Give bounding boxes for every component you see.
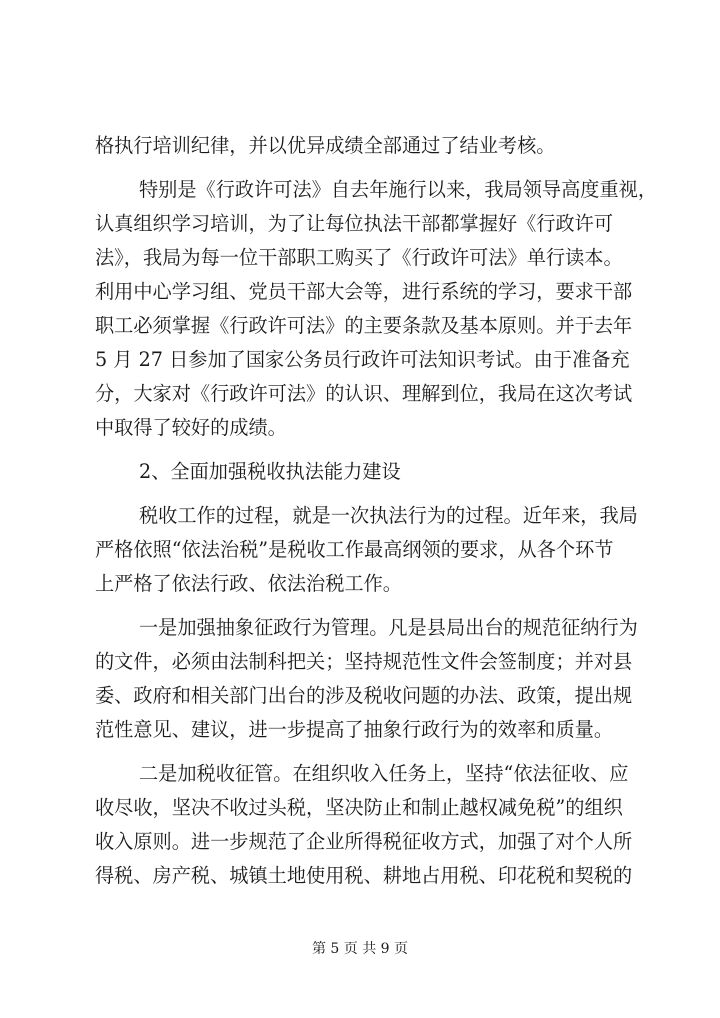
text-line-18: 二是加税收征管。在组织收入任务上，坚持“依法征收、应	[139, 762, 629, 785]
text-line-5: 利用中心学习组、党员干部大会等，进行系统的学习，要求干部	[95, 280, 633, 303]
text-line-9: 中取得了较好的成绩。	[95, 416, 287, 439]
text-line-2: 特别是《行政许可法》自去年施行以来，我局领导高度重视，	[139, 178, 658, 201]
page-number-footer: 第 5 页 共 9 页	[311, 941, 409, 957]
text-line-12: 严格依照“依法治税”是税收工作最高纲领的要求，从各个环节	[95, 538, 614, 561]
text-line-14: 一是加强抽象征政行为管理。凡是县局出台的规范征纳行为	[139, 616, 638, 639]
text-line-1: 格执行培训纪律，并以优异成绩全部通过了结业考核。	[95, 134, 556, 157]
text-line-15: 的文件，必须由法制科把关；坚持规范性文件会签制度；并对县	[95, 650, 633, 673]
text-line-20: 收入原则。进一步规范了企业所得税征收方式，加强了对个人所	[95, 830, 633, 853]
text-line-4: 法》，我局为每一位干部职工购买了《行政许可法》单行读本。	[95, 246, 623, 269]
text-line-16: 委、政府和相关部门出台的涉及税收问题的办法、政策，提出规	[95, 684, 633, 707]
text-line-8: 分，大家对《行政许可法》的认识、理解到位，我局在这次考试	[95, 382, 633, 405]
text-line-19: 收尽收，坚决不收过头税，坚决防止和制止越权减免税”的组织	[95, 796, 623, 819]
text-line-17: 范性意见、建议，进一步提高了抽象行政行为的效率和质量。	[95, 718, 614, 741]
text-line-3: 认真组织学习培训，为了让每位执法干部都掌握好《行政许可	[95, 212, 614, 235]
text-line-21: 得税、房产税、城镇土地使用税、耕地占用税、印花税和契税的	[95, 864, 633, 887]
text-line-6: 职工必须掌握《行政许可法》的主要条款及基本原则。并于去年	[95, 314, 633, 337]
text-line-13: 上严格了依法行政、依法治税工作。	[95, 572, 402, 595]
text-line-7: 5 月 27 日参加了国家公务员行政许可法知识考试。由于准备充	[95, 348, 630, 371]
section-heading: 2、全面加强税收执法能力建设	[139, 460, 401, 483]
text-line-11: 税收工作的过程，就是一次执法行为的过程。近年来，我局	[139, 504, 638, 527]
